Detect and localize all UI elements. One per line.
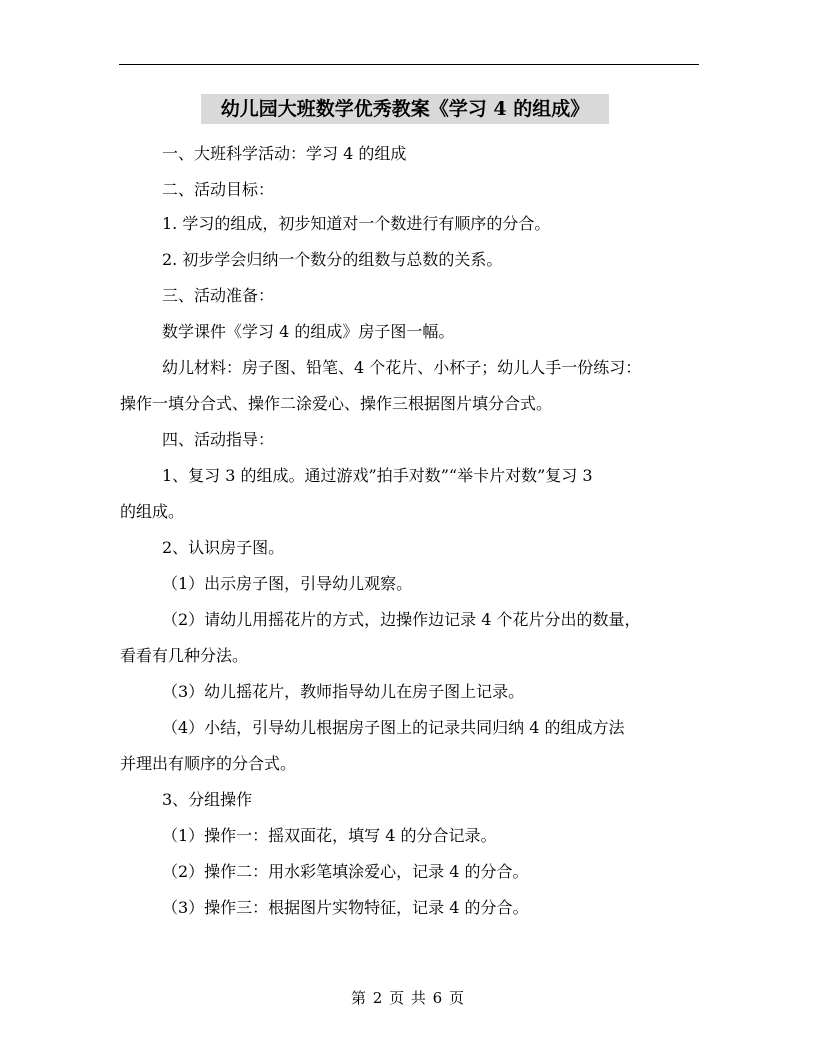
- text-line: 三、活动准备：: [162, 286, 275, 305]
- text-line: （3）幼儿摇花片，教师指导幼儿在房子图上记录。: [162, 682, 525, 701]
- text-line: （2）操作二：用水彩笔填涂爱心，记录 4 的分合。: [162, 862, 529, 881]
- text-line: （4）小结，引导幼儿根据房子图上的记录共同归纳 4 的组成方法: [162, 718, 625, 737]
- text-line: 2. 初步学会归纳一个数分的组数与总数的关系。: [162, 250, 503, 269]
- text-line: 数学课件《学习 4 的组成》房子图一幅。: [162, 322, 455, 341]
- text-line: 幼儿材料：房子图、铅笔、4 个花片、小杯子；幼儿人手一份练习：: [162, 358, 642, 377]
- text-line: （1）出示房子图，引导幼儿观察。: [162, 574, 413, 593]
- text-line: 四、活动指导：: [162, 430, 275, 449]
- text-line: 2、认识房子图。: [162, 538, 285, 557]
- text-line: 操作一填分合式、操作二涂爱心、操作三根据图片填分合式。: [120, 394, 553, 413]
- text-line: 1. 学习的组成，初步知道对一个数进行有顺序的分合。: [162, 214, 551, 233]
- text-line: 1、复习 3 的组成。通过游戏”拍手对数”“举卡片对数”复习 3: [162, 466, 593, 485]
- header-rule: [119, 64, 699, 65]
- text-line: 3、分组操作: [162, 790, 253, 809]
- text-line: 二、活动目标：: [162, 180, 275, 199]
- text-line: （3）操作三：根据图片实物特征，记录 4 的分合。: [162, 898, 529, 917]
- page-footer: 第 2 页 共 6 页: [351, 989, 465, 1007]
- document-title: 幼儿园大班数学优秀教案《学习 4 的组成》: [201, 94, 609, 124]
- text-line: 的组成。: [120, 502, 185, 521]
- text-line: （1）操作一：摇双面花，填写 4 的分合记录。: [162, 826, 497, 845]
- text-line: （2）请幼儿用摇花片的方式，边操作边记录 4 个花片分出的数量，: [162, 610, 641, 629]
- text-line: 一、大班科学活动：学习 4 的组成: [162, 144, 407, 163]
- text-line: 看看有几种分法。: [120, 646, 249, 665]
- text-line: 并理出有顺序的分合式。: [120, 754, 297, 773]
